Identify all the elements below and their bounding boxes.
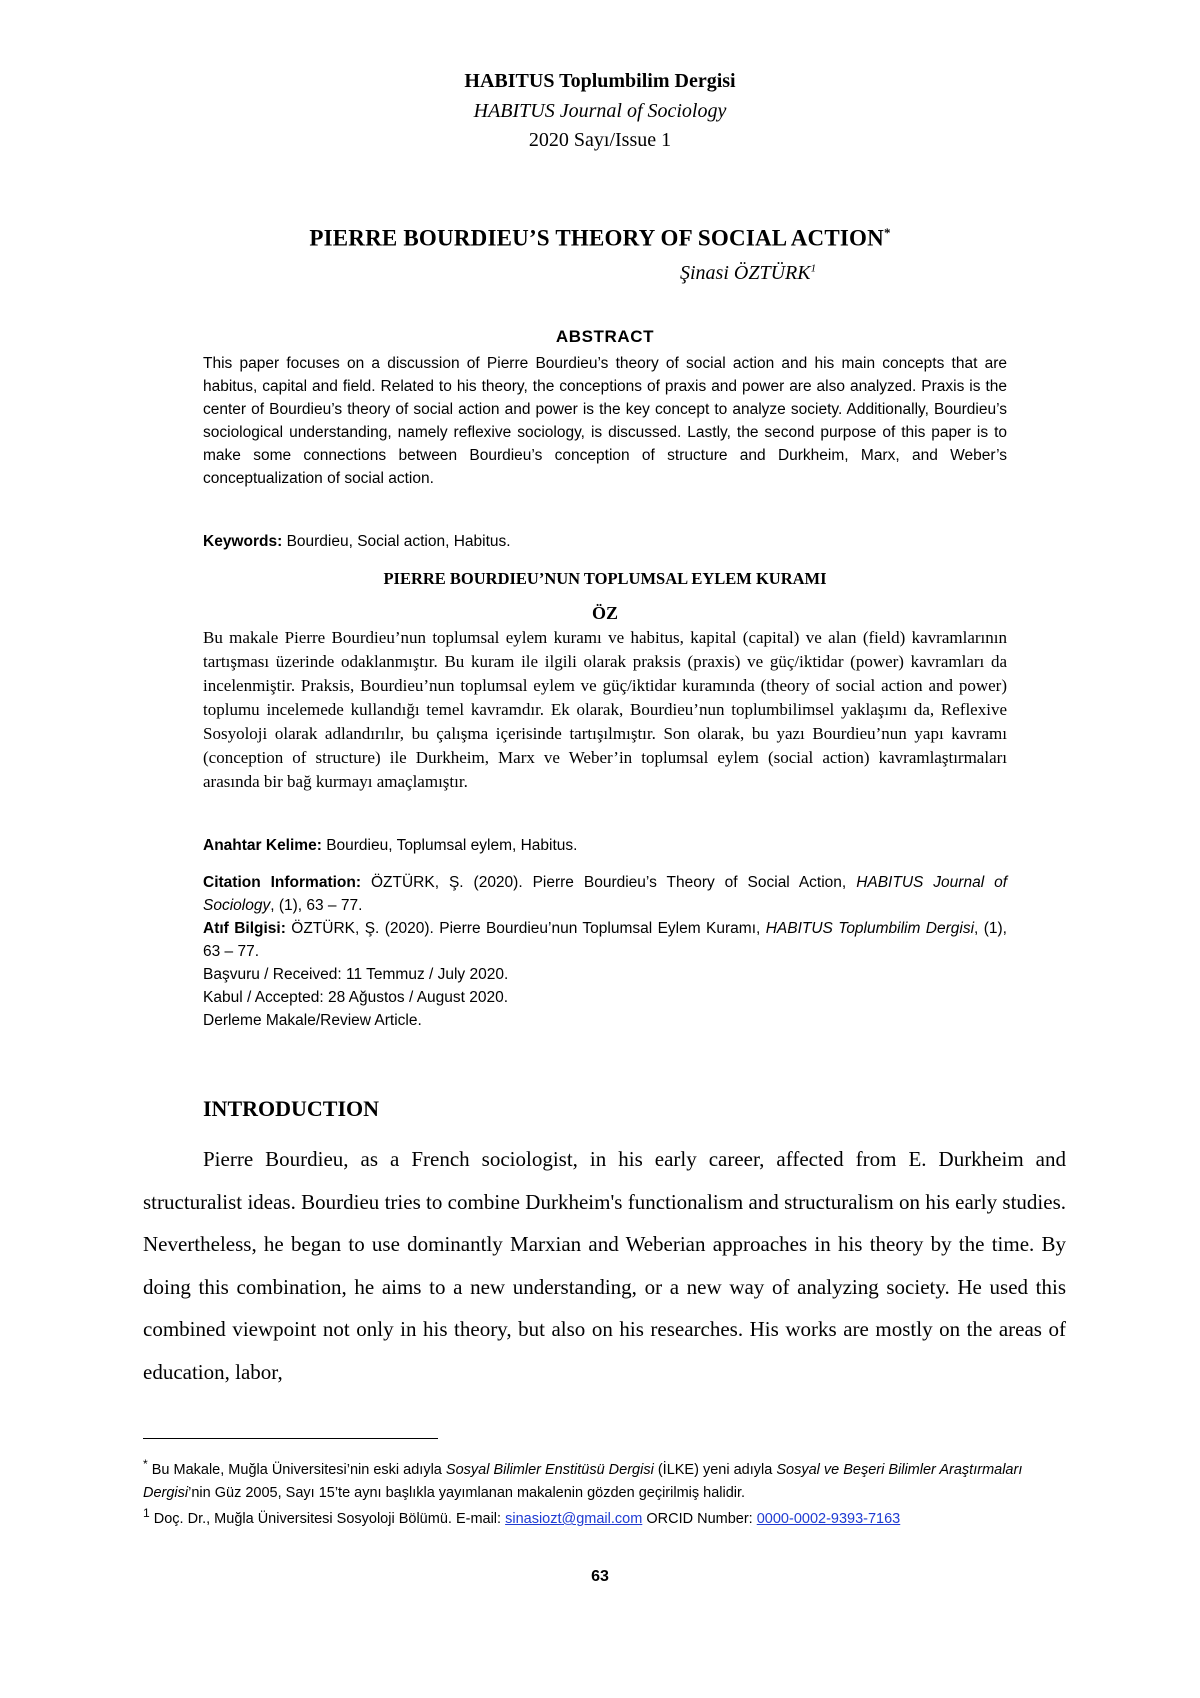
citation-en	[203, 871, 1007, 917]
footnote-1-text-a: Bu Makale, Muğla Üniversitesi’nin eski adıyla	[151, 1461, 442, 1478]
article-type: Derleme Makale/Review Article.	[203, 1012, 422, 1029]
article-title-text: PIERRE BOURDIEU’S THEORY OF SOCIAL ACTION	[309, 225, 884, 251]
footnote-2-mark: 1	[143, 1506, 150, 1520]
footnote-1-journal-old: Sosyal Bilimler Enstitüsü Dergisi	[445, 1461, 654, 1478]
journal-title-tr: HABITUS Toplumbilim Dergisi	[464, 70, 736, 92]
introduction-text	[143, 1138, 1066, 1393]
anahtar-kelime-line	[203, 834, 1007, 857]
footnote-1-journal-new: Sosyal ve Beşeri Bilimler Araştırmaları Dergisi	[143, 1461, 1023, 1501]
citation-tr	[203, 917, 1007, 963]
citation-tr-text: ÖZTÜRK, Ş. (2020). Pierre Bourdieu’nun Toplumsal Eylem Kuramı,	[291, 920, 761, 937]
author-footnote-mark: 1	[810, 262, 817, 275]
article-title	[0, 225, 1200, 252]
received-date: Başvuru / Received: 11 Temmuz / July 2020.	[203, 966, 509, 983]
keywords-line	[203, 530, 1007, 553]
anahtar-kelime-label: Anahtar Kelime:	[203, 837, 322, 854]
citation-en-label: Citation Information:	[203, 874, 362, 891]
footnote-2-text-a: Doç. Dr., Muğla Üniversitesi Sosyoloji Bölümü. E-mail:	[153, 1510, 502, 1527]
author-name-text: Şinasi ÖZTÜRK	[680, 262, 811, 284]
footnote-1	[143, 1453, 1066, 1505]
keywords-label: Keywords:	[203, 533, 283, 550]
citation-tr-label: Atıf Bilgisi:	[203, 920, 286, 937]
orcid-link[interactable]: 0000-0002-9393-7163	[756, 1510, 901, 1527]
turkish-title: PIERRE BOURDIEU’NUN TOPLUMSAL EYLEM KURAMI	[383, 569, 827, 588]
oz-text: Bu makale Pierre Bourdieu’nun toplumsal eylem kuramı ve habitus, kapital (capital) ve alan (field) kavramlarının tartışması üzerinde odaklanmıştır. Bu kuram ile ilgili olarak praksis (praxis) ve güç/iktidar (power) kavramları da incelenmiştir. Praksis, Bourdieu’nun toplumsal eylem ve güç/iktidar kuramında (theory of social action and power) toplumu incelemede kullandığı temel kavramdır. Ek olarak, Bourdieu’nun toplumbilimsel yaklaşımı da, Reflexive Sosyoloji olarak adlandırılır, bu çalışma içerisinde tartışılmıştır. Son olarak, bu yazı Bourdieu’nun yapı kavramı (conception of structure) ile Durkheim, Marx ve Weber’in toplumsal eylem (social action) kavramlaştırmaları arasında bir bağ kurmayı amaçlamıştır.	[203, 628, 1007, 791]
author-name	[680, 262, 816, 285]
citation-tr-journal: HABITUS Toplumbilim Dergisi	[765, 920, 975, 937]
abstract-text: This paper focuses on a discussion of Pierre Bourdieu’s theory of social action and his main concepts that are habitus, capital and field. Related to his theory, the conceptions of praxis and power are also analyzed. Praxis is the center of Bourdieu’s theory of social action and power is the key concept to analyze society. Additionally, Bourdieu’s sociological understanding, namely reflexive sociology, is discussed. Lastly, the second purpose of this paper is to make some connections between Bourdieu’s conception of structure and Durkheim, Marx, and Weber’s conceptualization of social action.	[203, 355, 1007, 487]
footnote-1-text-c: ’nin Güz 2005, Sayı 15’te aynı başlıkla yayımlanan makalenin gözden geçirilmiş halidir.	[188, 1484, 746, 1501]
citation-block	[203, 871, 1007, 1032]
footnote-2-text-b: ORCID Number:	[646, 1510, 753, 1527]
title-footnote-mark: *	[883, 225, 891, 240]
page-number: 63	[591, 1568, 609, 1585]
footnote-1-mark: *	[143, 1457, 148, 1471]
introduction-paragraph: Pierre Bourdieu, as a French sociologist, in his early career, affected from E. Durkheim and structuralist ideas. Bourdieu tries to combine Durkheim's functionalism and structuralism on his early studies. Nevertheless, he began to use dominantly Marxian and Weberian approaches in his theory by the time. By doing this combination, he aims to a new understanding, or a new way of analyzing society. He used this combined viewpoint not only in his theory, but also on his researches. His works are mostly on the areas of education, labor,	[143, 1147, 1066, 1384]
keywords-text: Bourdieu, Social action, Habitus.	[286, 533, 511, 550]
introduction-heading: INTRODUCTION	[203, 1096, 380, 1121]
footnote-divider	[143, 1438, 438, 1439]
citation-en-pages: , (1), 63 – 77.	[270, 897, 363, 914]
oz-heading: ÖZ	[591, 603, 618, 623]
citation-tr-pages: , (1), 63 – 77.	[203, 920, 1007, 960]
journal-issue: 2020 Sayı/Issue 1	[528, 129, 672, 151]
citation-en-text: ÖZTÜRK, Ş. (2020). Pierre Bourdieu’s Theory of Social Action,	[370, 874, 847, 891]
abstract-heading: ABSTRACT	[555, 327, 655, 346]
email-link[interactable]: sinasiozt@gmail.com	[505, 1510, 643, 1527]
journal-title-en: HABITUS Journal of Sociology	[473, 100, 727, 122]
accepted-date: Kabul / Accepted: 28 Ağustos / August 2020.	[203, 989, 509, 1006]
citation-en-journal: HABITUS Journal of Sociology	[203, 874, 1008, 914]
footnote-2	[143, 1502, 1066, 1531]
anahtar-kelime-text: Bourdieu, Toplumsal eylem, Habitus.	[326, 837, 578, 854]
footnote-1-text-b: (İLKE) yeni adıyla	[657, 1461, 773, 1478]
